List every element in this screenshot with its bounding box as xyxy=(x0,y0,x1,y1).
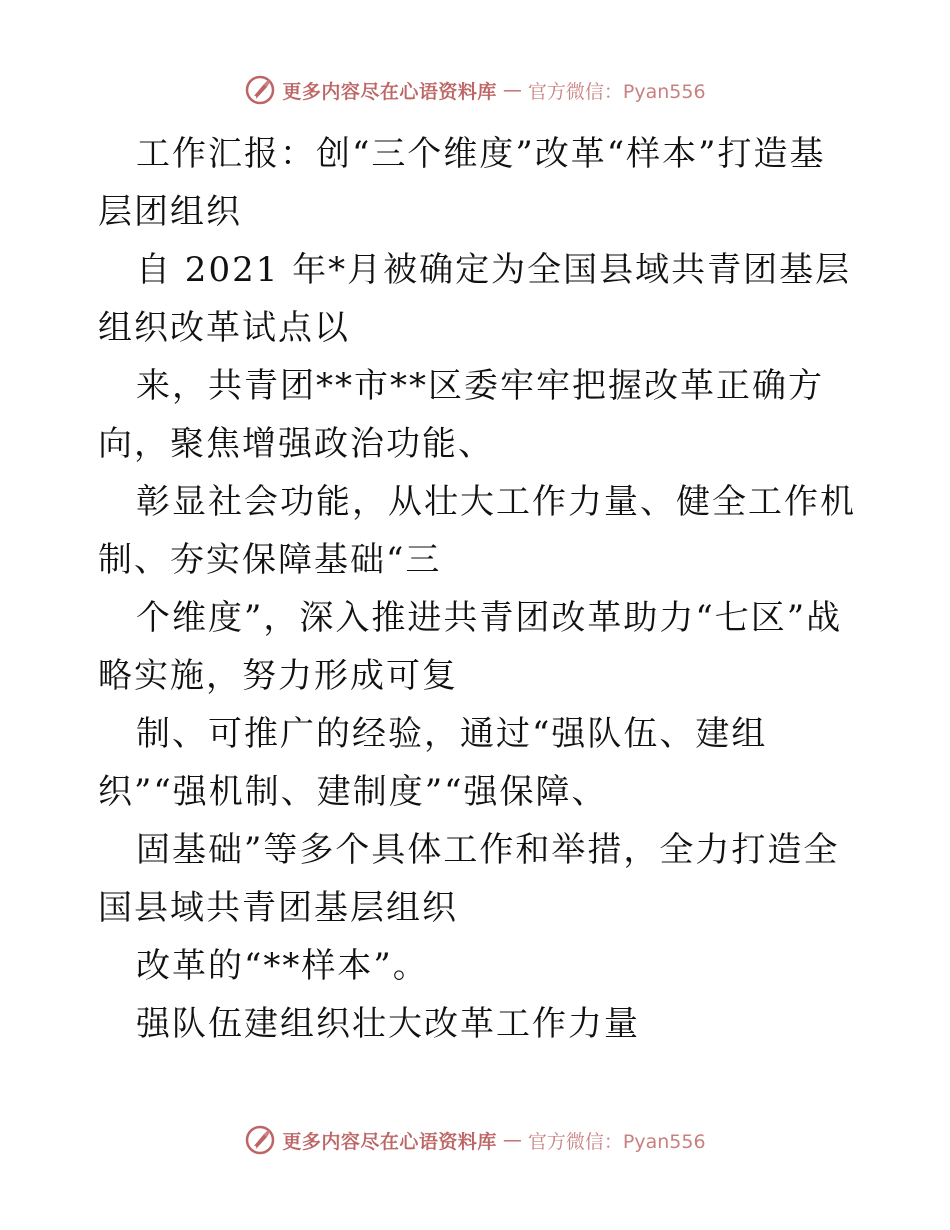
watermark-contact: 官方微信：Pyan556 xyxy=(527,1130,706,1153)
paragraph-title: 工作汇报：创“三个维度”改革“样本”打造基层团组织 xyxy=(98,134,826,232)
paragraph: 来，共青团**市**区委牢牢把握改革正确方向，聚焦增强政治功能、 xyxy=(98,366,824,464)
watermark-brand: 更多内容尽在心语资料库 xyxy=(282,80,497,103)
paragraph: 制、可推广的经验，通过“强队伍、建组织”“强机制、建制度”“强保障、 xyxy=(98,714,768,812)
header-watermark xyxy=(0,74,950,106)
watermark-separator: — xyxy=(502,79,522,101)
footer-watermark xyxy=(0,1124,950,1156)
pen-seal-logo-icon xyxy=(244,74,276,106)
paragraph: 改革的“**样本”。 xyxy=(136,946,429,986)
section-heading: 强队伍建组织壮大改革工作力量 xyxy=(136,1004,640,1044)
watermark-separator: — xyxy=(502,1129,522,1151)
paragraph: 自 2021 年*月被确定为全国县域共青团基层组织改革试点以 xyxy=(98,250,852,348)
document-body xyxy=(98,125,858,1053)
pen-seal-logo-icon xyxy=(244,1124,276,1156)
paragraph: 固基础”等多个具体工作和举措，全力打造全国县域共青团基层组织 xyxy=(98,830,840,928)
paragraph: 彰显社会功能，从壮大工作力量、健全工作机制、夯实保障基础“三 xyxy=(98,482,856,580)
watermark-brand: 更多内容尽在心语资料库 xyxy=(282,1130,497,1153)
watermark-contact: 官方微信：Pyan556 xyxy=(527,80,706,103)
paragraph: 个维度”，深入推进共青团改革助力“七区”战略实施，努力形成可复 xyxy=(98,598,843,696)
